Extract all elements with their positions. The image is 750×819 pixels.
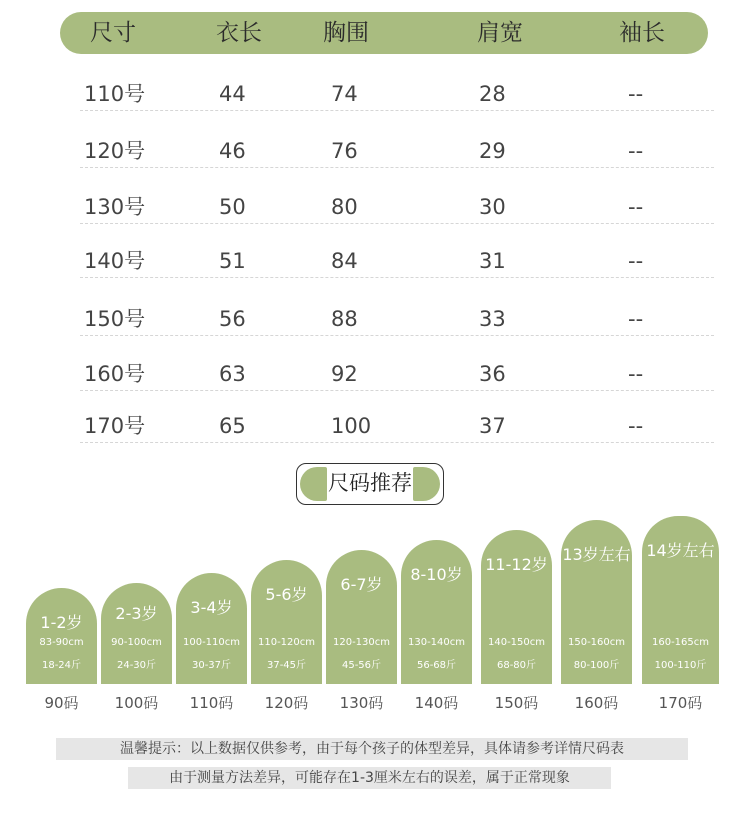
cell-length: 50	[219, 195, 246, 219]
card-age: 1-2岁	[40, 613, 83, 632]
card-height: 100-110cm	[182, 637, 241, 648]
size-card	[26, 588, 97, 684]
card-weight: 45-56斤	[341, 660, 382, 671]
cell-shoulder: 29	[479, 139, 506, 163]
table-row	[0, 406, 750, 446]
table-row	[0, 241, 750, 281]
card-weight: 80-100斤	[573, 660, 620, 671]
table-row	[0, 354, 750, 394]
header-length: 衣长	[216, 20, 262, 46]
card-weight: 30-37斤	[191, 660, 232, 671]
card-height: 140-150cm	[487, 637, 546, 648]
cell-shoulder: 37	[479, 414, 506, 438]
card-height: 90-100cm	[111, 637, 162, 648]
size-card	[481, 530, 552, 684]
cell-chest: 88	[331, 307, 358, 331]
cell-sleeve: --	[628, 414, 644, 438]
cell-sleeve: --	[628, 362, 644, 386]
cell-chest: 84	[331, 249, 358, 273]
cell-chest: 100	[331, 414, 372, 438]
table-row	[0, 74, 750, 114]
row-divider	[80, 223, 714, 224]
table-row	[0, 131, 750, 171]
table-row	[0, 299, 750, 339]
card-height: 130-140cm	[407, 637, 466, 648]
card-height: 120-130cm	[332, 637, 391, 648]
card-age: 2-3岁	[115, 604, 158, 623]
card-weight: 56-68斤	[416, 660, 457, 671]
header-chest: 胸围	[323, 20, 369, 46]
row-divider	[80, 390, 714, 391]
card-weight: 100-110斤	[654, 660, 707, 671]
card-weight: 37-45斤	[266, 660, 307, 671]
cell-sleeve: --	[628, 249, 644, 273]
card-weight: 68-80斤	[496, 660, 537, 671]
cell-sleeve: --	[628, 82, 644, 106]
size-card	[561, 520, 632, 684]
cell-chest: 74	[331, 82, 358, 106]
size-card	[101, 583, 172, 684]
size-code: 120码	[264, 694, 309, 712]
card-age: 14岁左右	[646, 541, 715, 560]
size-card	[326, 550, 397, 684]
cell-shoulder: 31	[479, 249, 506, 273]
size-code: 100码	[114, 694, 159, 712]
cell-size: 170号	[84, 414, 146, 438]
card-age: 8-10岁	[410, 565, 463, 584]
cell-length: 65	[219, 414, 246, 438]
cell-sleeve: --	[628, 139, 644, 163]
cell-size: 140号	[84, 249, 146, 273]
table-header-bar	[60, 12, 708, 54]
row-divider	[80, 110, 714, 111]
size-card	[176, 573, 247, 684]
card-height: 160-165cm	[651, 637, 710, 648]
cell-length: 51	[219, 249, 246, 273]
size-recommend-badge	[296, 463, 444, 505]
row-divider	[80, 442, 714, 443]
card-height: 150-160cm	[567, 637, 626, 648]
size-code: 160码	[574, 694, 619, 712]
table-row	[0, 187, 750, 227]
cell-size: 130号	[84, 195, 146, 219]
cell-length: 46	[219, 139, 246, 163]
size-code: 130码	[339, 694, 384, 712]
cell-shoulder: 33	[479, 307, 506, 331]
size-card	[401, 540, 472, 684]
card-age: 6-7岁	[340, 575, 383, 594]
size-card	[251, 560, 322, 684]
cell-shoulder: 30	[479, 195, 506, 219]
card-age: 13岁左右	[562, 545, 631, 564]
size-recommend-title: 尺码推荐	[328, 471, 412, 495]
card-age: 11-12岁	[485, 555, 548, 574]
cell-size: 110号	[84, 82, 146, 106]
cell-length: 44	[219, 82, 246, 106]
cell-shoulder: 28	[479, 82, 506, 106]
cell-chest: 76	[331, 139, 358, 163]
cell-size: 150号	[84, 307, 146, 331]
cell-length: 56	[219, 307, 246, 331]
card-age: 5-6岁	[265, 585, 308, 604]
header-size: 尺寸	[90, 20, 136, 46]
size-code: 150码	[494, 694, 539, 712]
cell-chest: 92	[331, 362, 358, 386]
tip-note-2: 由于测量方法差异，可能存在1-3厘米左右的误差，属于正常现象	[128, 767, 611, 789]
card-height: 83-90cm	[39, 637, 84, 648]
size-card	[642, 516, 719, 684]
header-shoulder: 肩宽	[477, 20, 523, 46]
size-code: 110码	[189, 694, 234, 712]
cell-size: 160号	[84, 362, 146, 386]
card-height: 110-120cm	[257, 637, 316, 648]
card-age: 3-4岁	[190, 598, 233, 617]
cell-length: 63	[219, 362, 246, 386]
size-code: 90码	[44, 694, 79, 712]
card-weight: 24-30斤	[116, 660, 157, 671]
row-divider	[80, 277, 714, 278]
size-code: 140码	[414, 694, 459, 712]
cell-sleeve: --	[628, 307, 644, 331]
size-code: 170码	[658, 694, 703, 712]
tip-note-1: 温馨提示：以上数据仅供参考，由于每个孩子的体型差异，具体请参考详情尺码表	[56, 738, 688, 760]
cell-sleeve: --	[628, 195, 644, 219]
header-sleeve: 袖长	[619, 20, 665, 46]
row-divider	[80, 335, 714, 336]
row-divider	[80, 167, 714, 168]
cell-shoulder: 36	[479, 362, 506, 386]
cell-size: 120号	[84, 139, 146, 163]
card-weight: 18-24斤	[41, 660, 82, 671]
cell-chest: 80	[331, 195, 358, 219]
